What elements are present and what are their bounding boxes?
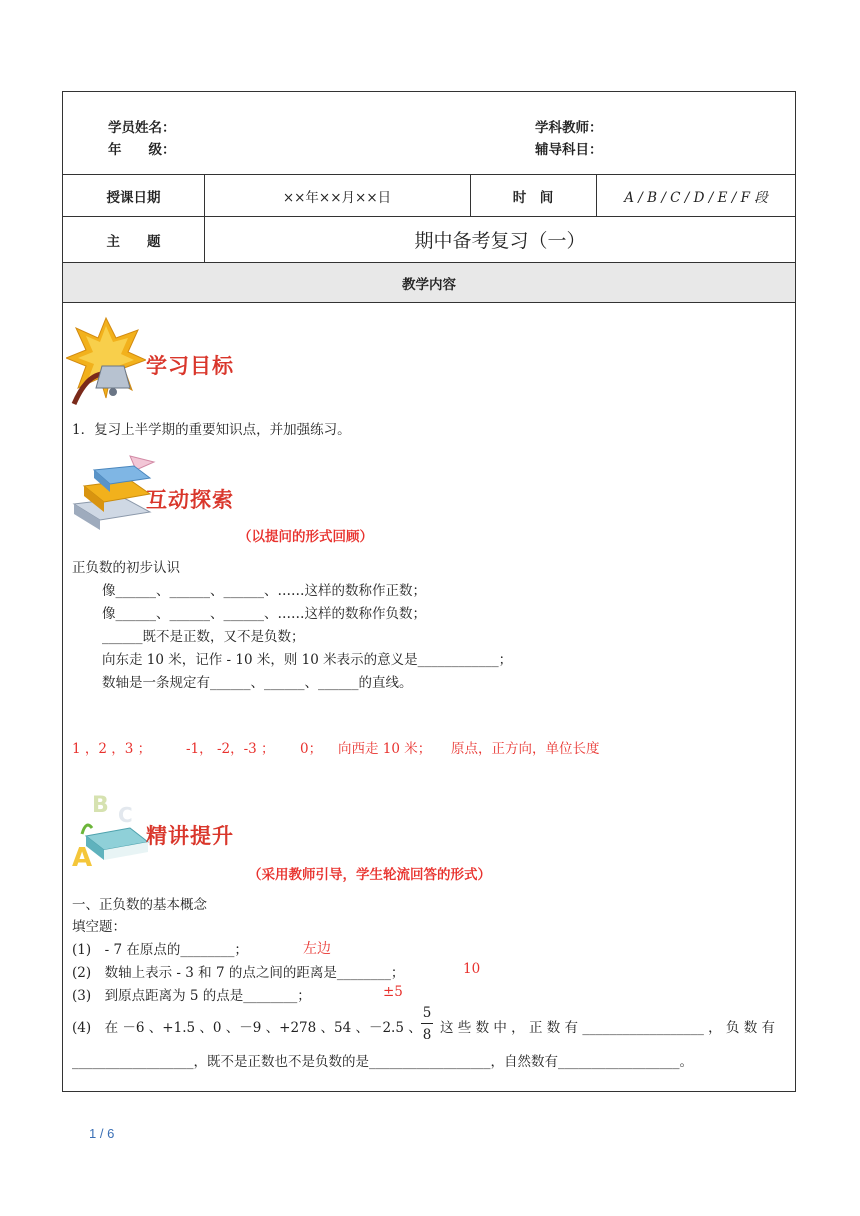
explore-answer: 0；: [300, 741, 323, 757]
explore-title: 互动探索: [146, 488, 234, 512]
svg-text:A: A: [72, 843, 93, 868]
books-icon: [70, 452, 156, 534]
explore-answer: 向西走 10 米；: [338, 741, 432, 757]
grade-label: 年 级：: [108, 142, 176, 158]
question-3: (3) 到原点距离为 5 的点是________；: [72, 988, 311, 1004]
fill-label: 填空题：: [72, 919, 126, 935]
explore-line: ______既不是正数，又不是负数；: [102, 629, 305, 645]
svg-text:C: C: [118, 803, 133, 827]
topic-row: [63, 217, 795, 263]
fraction-bar: [421, 1023, 433, 1024]
explore-line: 像______、______、______、……这样的数称作正数；: [102, 583, 426, 599]
explore-subtitle: （以提问的形式回顾）: [238, 529, 373, 545]
content-heading: 教学内容: [402, 276, 456, 293]
explore-line: 数轴是一条规定有______、______、______的直线。: [102, 675, 413, 691]
abc-book-icon: [72, 790, 150, 868]
fraction-denominator: 8: [422, 1027, 432, 1043]
topic-label: 主 题: [106, 233, 161, 250]
lecture-title: 精讲提升: [146, 824, 234, 848]
lecture-subtitle: （采用教师引导，学生轮流回答的形式）: [248, 867, 491, 883]
time-value: A / B / C / D / E / F 段: [624, 189, 768, 206]
question-4-part2: 这 些 数 中 ， 正 数 有 __________________ ， 负 数 有: [440, 1020, 775, 1036]
teacher-label: 学科教师：: [535, 120, 603, 136]
answer-2: 10: [463, 961, 481, 977]
question-2: (2) 数轴上表示 - 3 和 7 的点之间的距离是________；: [72, 965, 405, 981]
fraction-numerator: 5: [422, 1005, 432, 1021]
goals-item: 1．复习上半学期的重要知识点，并加强练习。: [72, 422, 351, 438]
explore-line: 向东走 10 米，记作 - 10 米，则 10 米表示的意义是____________；: [102, 652, 513, 668]
goals-title: 学习目标: [146, 354, 234, 378]
time-label: 时 间: [512, 189, 554, 206]
explore-heading: 正负数的初步认识: [72, 560, 180, 576]
student-info-row: [63, 92, 795, 175]
lecture-section: 一、正负数的基本概念: [72, 897, 207, 913]
date-label: 授课日期: [106, 189, 161, 206]
answer-1: 左边: [303, 941, 331, 957]
student-name-label: 学员姓名：: [108, 120, 176, 136]
answer-3: ±5: [383, 984, 403, 1000]
schedule-row: [63, 175, 795, 217]
explore-answer: -1， -2，-3 ；: [186, 741, 275, 757]
topic-value: 期中备考复习（一）: [414, 230, 586, 252]
content-heading-row: [63, 263, 795, 303]
date-value: ××年××月××日: [282, 189, 392, 206]
svg-text:B: B: [92, 793, 109, 818]
subject-label: 辅导科目：: [535, 142, 603, 158]
explore-answer: 原点，正方向，单位长度: [451, 741, 600, 757]
page-number: 1 / 6: [89, 1126, 115, 1141]
maple-bell-icon: [66, 316, 146, 406]
explore-line: 像______、______、______、……这样的数称作负数；: [102, 606, 426, 622]
question-4-part1: (4) 在 －6 、+1.5 、0 、－9 、+278 、54 、－2.5 、: [72, 1020, 422, 1036]
question-1: (1) - 7 在原点的________；: [72, 942, 248, 958]
explore-answer: 1 ，2 ，3 ；: [72, 741, 152, 757]
question-4-line2: __________________，既不是正数也不是负数的是__________________，自然数有__________________。: [72, 1054, 693, 1070]
